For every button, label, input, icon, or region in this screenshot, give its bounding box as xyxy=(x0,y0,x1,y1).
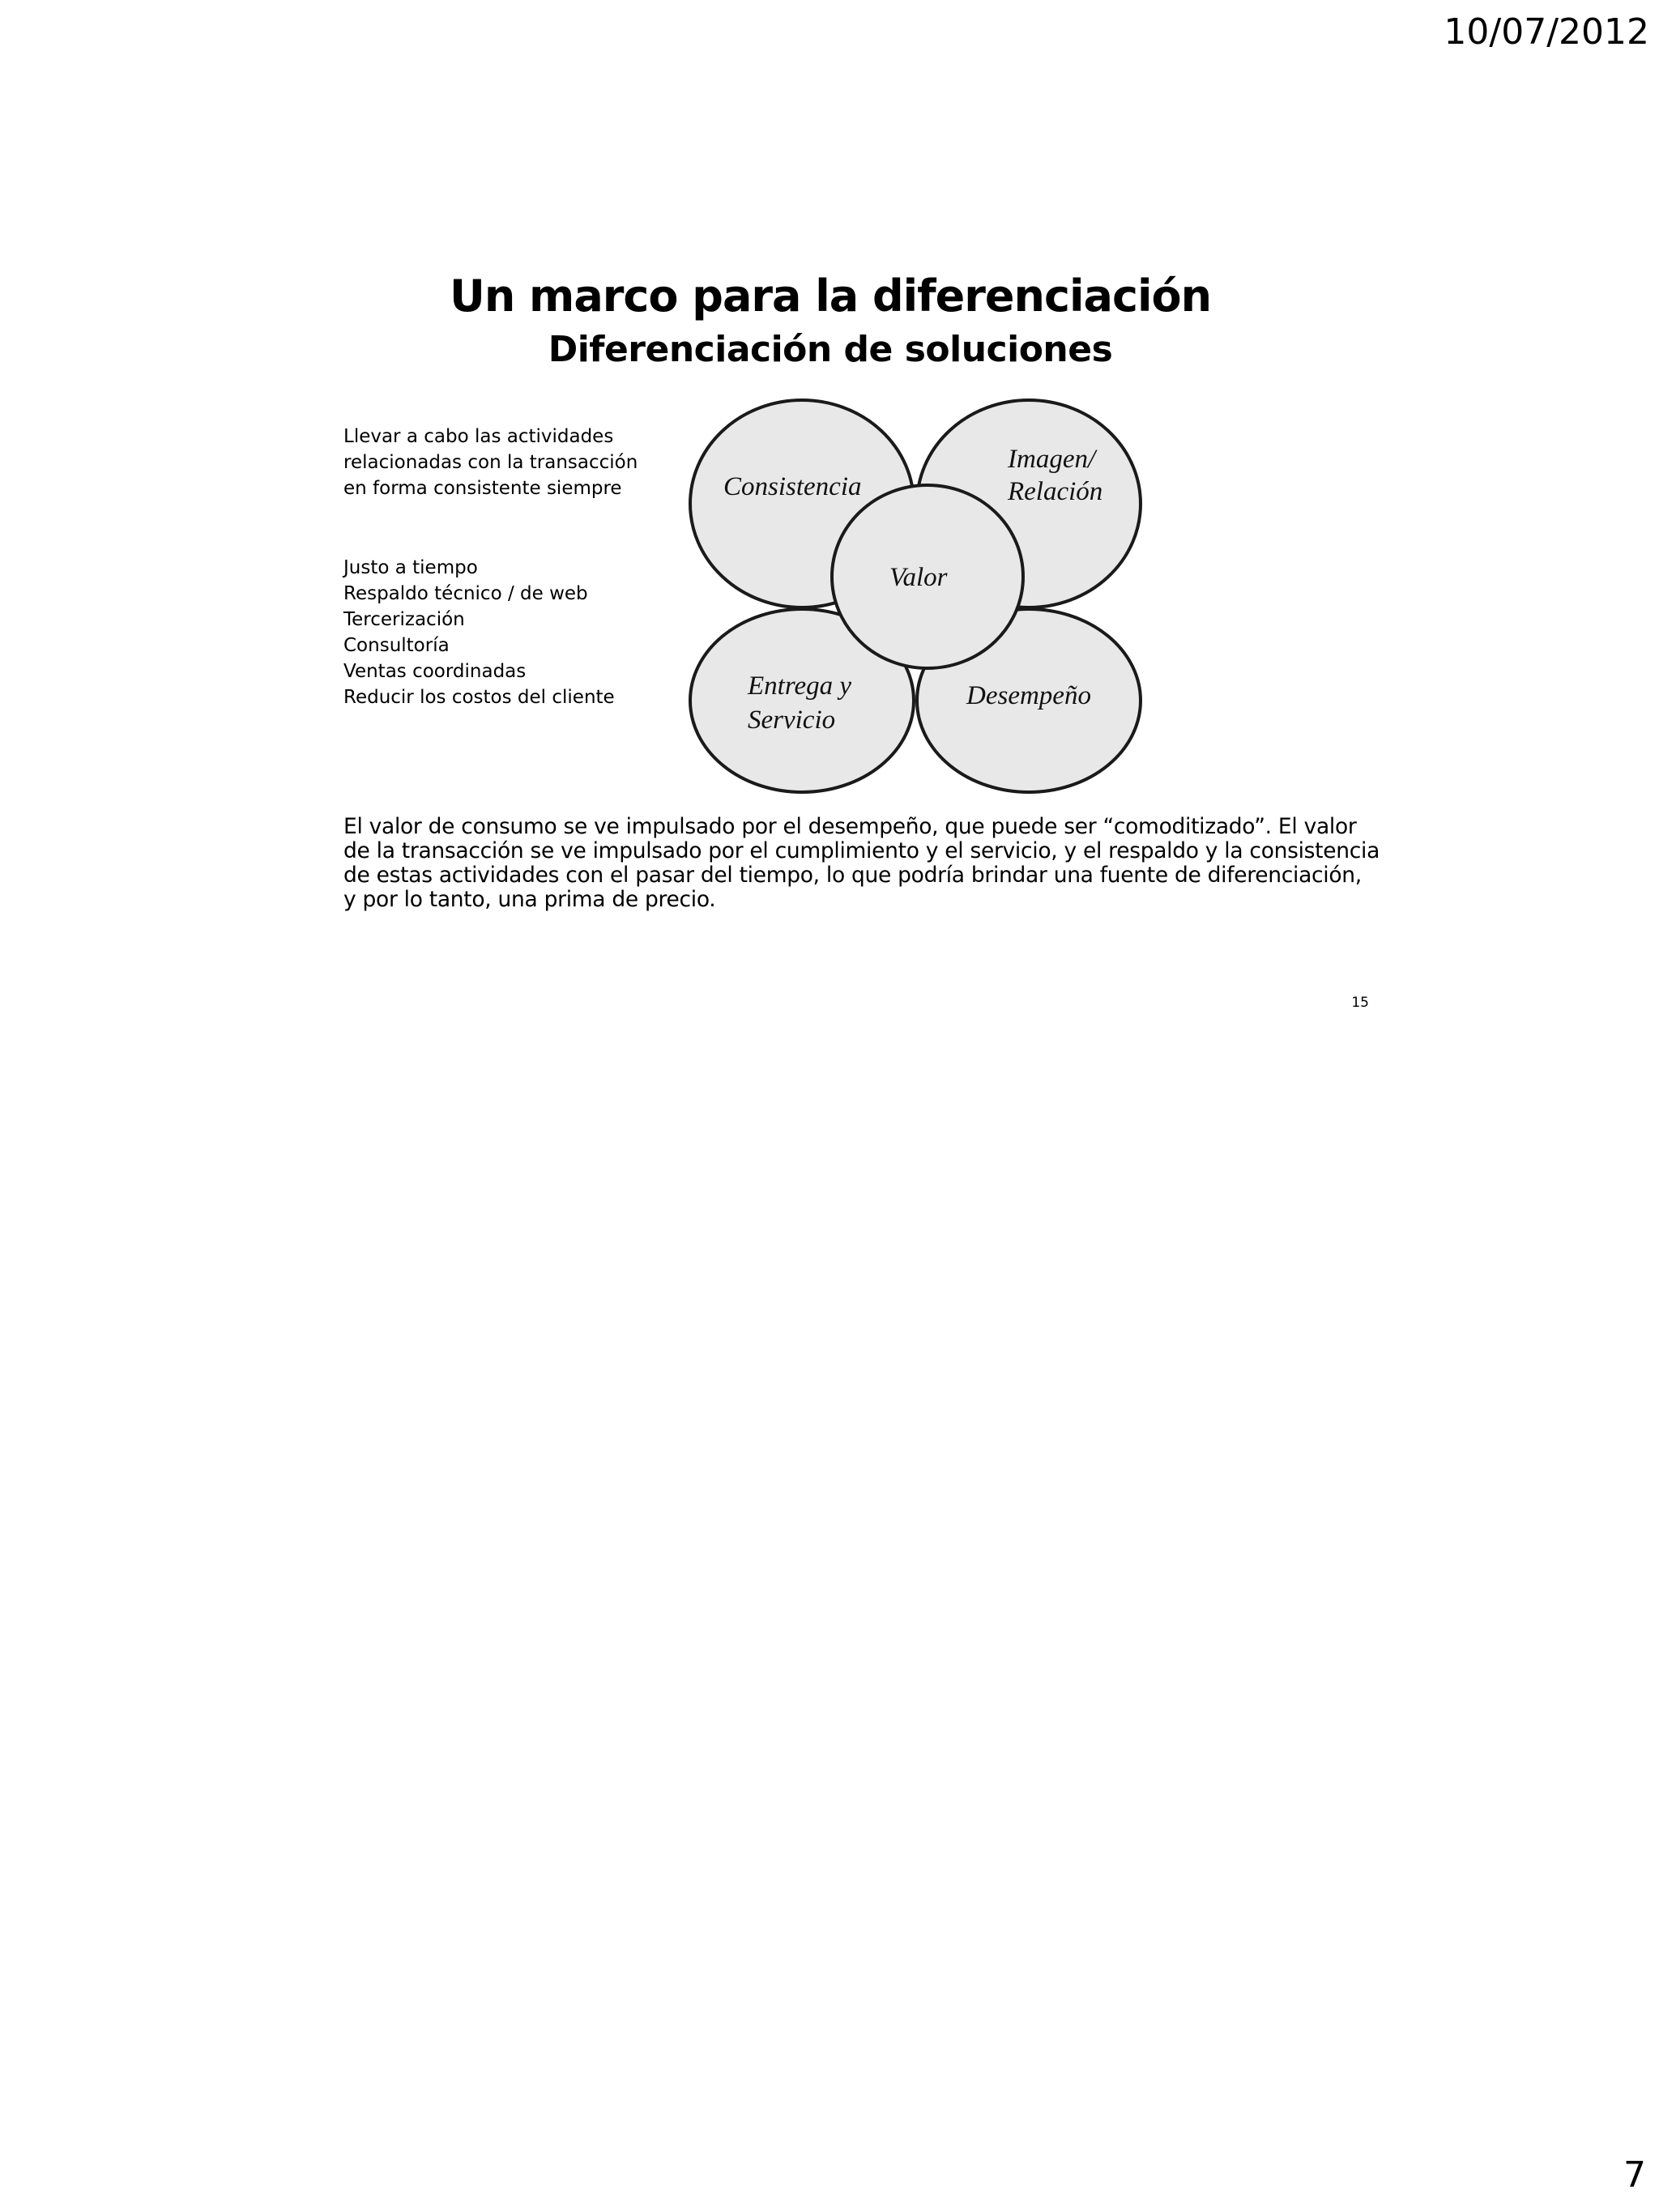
label-servicio: Servicio xyxy=(748,705,836,735)
list-item: Consultoría xyxy=(343,635,450,656)
label-consistencia: Consistencia xyxy=(723,472,862,501)
slide-subtitle: Diferenciación de soluciones xyxy=(548,329,1113,370)
text-line: en forma consistente siempre xyxy=(343,478,622,499)
transaction-activities-text xyxy=(343,424,638,501)
service-list xyxy=(343,555,615,710)
slide-title: Un marco para la diferenciación xyxy=(449,271,1212,322)
slide-number: 15 xyxy=(1351,995,1369,1011)
label-relacion: Relación xyxy=(1008,477,1103,506)
summary-line: de estas actividades con el pasar del tiempo, lo que podría brindar una fuente de diferenciación, xyxy=(343,863,1362,888)
label-desempeno: Desempeño xyxy=(966,681,1091,710)
differentiation-diagram xyxy=(689,397,1158,802)
list-item: Tercerización xyxy=(343,609,465,630)
list-item: Respaldo técnico / de web xyxy=(343,583,588,604)
page-date: 10/07/2012 xyxy=(1444,11,1649,53)
label-imagen: Imagen/ xyxy=(1008,445,1096,474)
slide xyxy=(340,267,1380,1037)
text-line: Llevar a cabo las actividades xyxy=(343,426,614,447)
summary-line: El valor de consumo se ve impulsado por el desempeño, que puede ser “comoditizado”. El valor xyxy=(343,814,1357,839)
list-item: Ventas coordinadas xyxy=(343,661,527,682)
list-item: Reducir los costos del cliente xyxy=(343,687,615,708)
label-entrega: Entrega y xyxy=(748,671,851,701)
summary-paragraph xyxy=(343,814,1380,912)
summary-line: de la transacción se ve impulsado por el cumplimiento y el servicio, y el respaldo y la consistencia xyxy=(343,838,1380,863)
label-valor: Valor xyxy=(889,563,948,592)
summary-line: y por lo tanto, una prima de precio. xyxy=(343,887,716,912)
page-number: 7 xyxy=(1623,2154,1646,2196)
list-item: Justo a tiempo xyxy=(343,557,478,578)
text-line: relacionadas con la transacción xyxy=(343,452,638,473)
